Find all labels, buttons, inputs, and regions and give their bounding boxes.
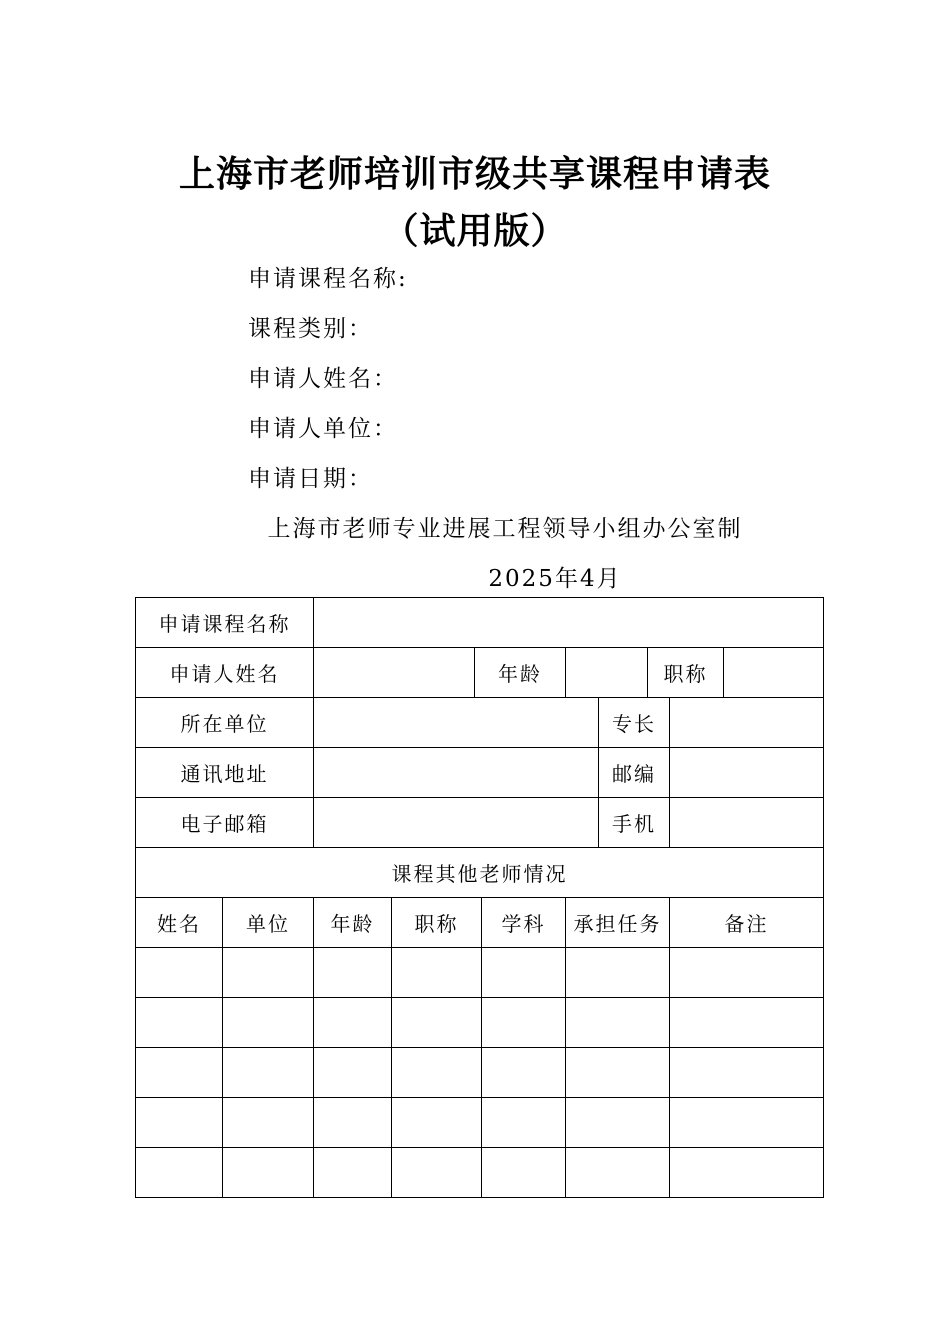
label-email: 电子邮箱: [136, 798, 314, 848]
label-applicant-name: 申请人姓名: [136, 648, 314, 698]
form-row-email: [136, 798, 824, 848]
teacher-cell-name[interactable]: [136, 998, 223, 1048]
issuer-line: 上海市老师专业进展工程领导小组办公室制: [267, 516, 743, 542]
teacher-cell-task[interactable]: [566, 1148, 670, 1198]
teacher-cell-unit[interactable]: [223, 1148, 314, 1198]
label-postcode: 邮编: [599, 748, 670, 798]
teacher-cell-title[interactable]: [392, 948, 482, 998]
teacher-row: [136, 1148, 824, 1198]
teacher-cell-remarks[interactable]: [670, 948, 824, 998]
label-address: 通讯地址: [136, 748, 314, 798]
column-header-name: 姓名: [136, 898, 223, 948]
form-row-address: [136, 748, 824, 798]
field-applicant-name[interactable]: [314, 648, 475, 698]
field-postcode[interactable]: [670, 748, 824, 798]
application-form-table: [135, 597, 824, 1198]
teacher-cell-unit[interactable]: [223, 1048, 314, 1098]
teacher-cell-name[interactable]: [136, 1048, 223, 1098]
teacher-cell-age[interactable]: [314, 1098, 392, 1148]
field-age[interactable]: [566, 648, 648, 698]
issue-date: 2025年4月: [488, 566, 622, 592]
teacher-row: [136, 948, 824, 998]
label-age: 年龄: [475, 648, 566, 698]
teacher-cell-title[interactable]: [392, 1098, 482, 1148]
column-header-remarks: 备注: [670, 898, 824, 948]
teacher-cell-remarks[interactable]: [670, 998, 824, 1048]
teacher-cell-name[interactable]: [136, 948, 223, 998]
label-course-name: 申请课程名称: [136, 598, 314, 648]
teacher-cell-task[interactable]: [566, 948, 670, 998]
column-header-subject: 学科: [482, 898, 566, 948]
other-teachers-heading: 课程其他老师情况: [136, 848, 824, 898]
form-title: 上海市老师培训市级共享课程申请表: [178, 154, 771, 195]
teacher-cell-name[interactable]: [136, 1098, 223, 1148]
form-row-course-name: [136, 598, 824, 648]
field-mobile[interactable]: [670, 798, 824, 848]
teacher-cell-task[interactable]: [566, 998, 670, 1048]
column-header-title: 职称: [392, 898, 482, 948]
column-header-unit: 单位: [223, 898, 314, 948]
teacher-cell-subject[interactable]: [482, 1098, 566, 1148]
column-header-age: 年龄: [314, 898, 392, 948]
teacher-cell-task[interactable]: [566, 1048, 670, 1098]
form-row-other-teachers-heading: [136, 848, 824, 898]
teacher-cell-subject[interactable]: [482, 1148, 566, 1198]
cover-field-applicant-unit: 申请人单位：: [248, 416, 398, 442]
form-row-unit: [136, 698, 824, 748]
field-address[interactable]: [314, 748, 599, 798]
cover-field-applicant-name: 申请人姓名：: [248, 366, 398, 392]
teacher-cell-title[interactable]: [392, 998, 482, 1048]
teacher-cell-unit[interactable]: [223, 998, 314, 1048]
teacher-table-header: [136, 898, 824, 948]
cover-field-course-category: 课程类别：: [248, 316, 373, 342]
label-unit: 所在单位: [136, 698, 314, 748]
teacher-row: [136, 998, 824, 1048]
field-course-name[interactable]: [314, 598, 824, 648]
teacher-cell-title[interactable]: [392, 1048, 482, 1098]
teacher-row: [136, 1098, 824, 1148]
teacher-cell-age[interactable]: [314, 1148, 392, 1198]
teacher-cell-remarks[interactable]: [670, 1098, 824, 1148]
teacher-cell-task[interactable]: [566, 1098, 670, 1148]
label-specialty: 专长: [599, 698, 670, 748]
teacher-cell-remarks[interactable]: [670, 1048, 824, 1098]
teacher-cell-subject[interactable]: [482, 1048, 566, 1098]
column-header-task: 承担任务: [566, 898, 670, 948]
cover-field-application-date: 申请日期：: [248, 466, 373, 492]
teacher-cell-unit[interactable]: [223, 1098, 314, 1148]
label-mobile: 手机: [599, 798, 670, 848]
teacher-cell-age[interactable]: [314, 998, 392, 1048]
form-row-applicant: [136, 648, 824, 698]
teacher-cell-subject[interactable]: [482, 998, 566, 1048]
field-title[interactable]: [724, 648, 824, 698]
field-email[interactable]: [314, 798, 599, 848]
teacher-cell-name[interactable]: [136, 1148, 223, 1198]
field-specialty[interactable]: [670, 698, 824, 748]
label-title: 职称: [648, 648, 724, 698]
teacher-cell-title[interactable]: [392, 1148, 482, 1198]
form-subtitle: （试用版）: [382, 211, 568, 252]
teacher-row: [136, 1048, 824, 1098]
teacher-cell-age[interactable]: [314, 948, 392, 998]
teacher-cell-unit[interactable]: [223, 948, 314, 998]
teacher-cell-age[interactable]: [314, 1048, 392, 1098]
field-unit[interactable]: [314, 698, 599, 748]
teacher-cell-subject[interactable]: [482, 948, 566, 998]
cover-field-course-name: 申请课程名称:: [248, 266, 408, 292]
teacher-cell-remarks[interactable]: [670, 1148, 824, 1198]
